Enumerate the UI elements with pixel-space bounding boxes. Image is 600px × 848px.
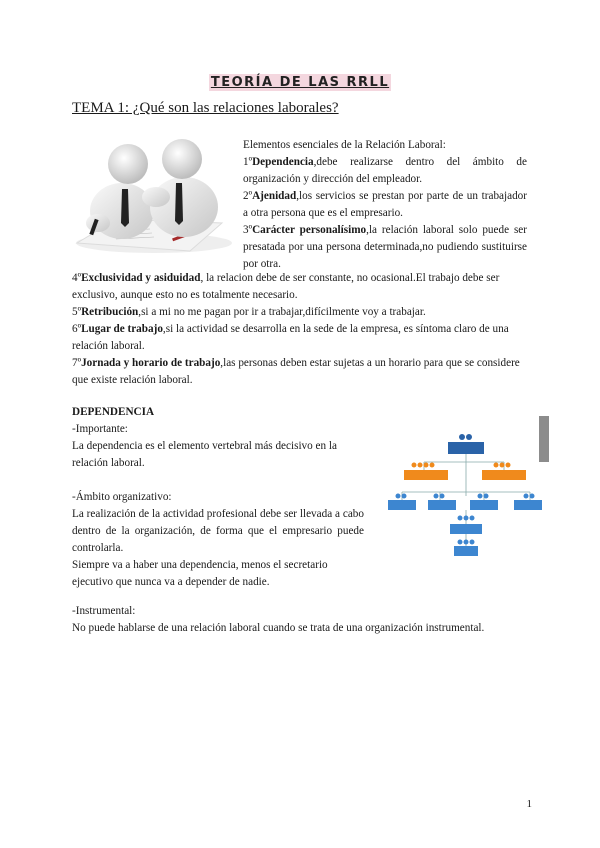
page-number: 1 [526,798,532,810]
list-item: 7ºJornada y horario de trabajo,las personas deben estar sujetas a un horario para que se considere que existe relación laboral. [72,357,520,386]
org-chart-illustration [384,432,544,562]
dependencia-section [72,404,364,591]
ambito-note: Siempre va a haber una dependencia, menos el secretario ejecutivo que nunca va a depender de nadie. [72,559,328,588]
instrumental-text: No puede hablarse de una relación laboral cuando se trata de una organización instrumental. [72,622,485,634]
section-heading: TEMA 1: ¿Qué son las relaciones laborales? [72,100,339,116]
elements-continued [72,270,528,389]
list-item: 4ºExclusividad y asiduidad, la relacion debe de ser constante, no ocasional.El trabajo debe ser exclusivo, aunque esto no es totalmente necesario. [72,272,500,301]
dependencia-heading: DEPENDENCIA [72,406,155,418]
importante-text: La dependencia es el elemento vertebral más decisivo en la relación laboral. [72,440,337,469]
ambito-text: La realización de la actividad profesional debe ser llevada a cabo dentro de la organización, de forma que el empresario puede controlarla. [72,508,364,554]
page-title-text: TEORÍA DE LAS RRLL [210,75,390,90]
page-title [0,73,600,91]
list-item: 2ºAjenidad,los servicios se prestan por parte de un trabajador a otra persona que es el empresario. [243,190,527,219]
elements-heading: Elementos esenciales de la Relación Laboral: [243,139,446,151]
page-edge-tab [539,416,549,462]
elements-block [243,137,527,273]
instrumental-label: -Instrumental: [72,605,136,617]
instrumental-section [72,603,532,637]
ambito-label: -Ámbito organizativo: [72,491,172,503]
businessmen-illustration [72,131,237,256]
list-item: 6ºLugar de trabajo,si la actividad se desarrolla en la sede de la empresa, es síntoma claro de una relación laboral. [72,323,509,352]
list-item: 3ºCarácter personalísimo,la relación laboral solo puede ser presatada por una persona determinada,no pudiendo sustituirse por otra. [243,224,527,270]
list-item: 1ºDependencia,debe realizarse dentro del ámbito de organización y dirección del empleador. [243,156,527,185]
importante-label: -Importante: [72,423,128,435]
list-item: 5ºRetribución,si a mi no me pagan por ir a trabajar,difícilmente voy a trabajar. [72,306,426,318]
